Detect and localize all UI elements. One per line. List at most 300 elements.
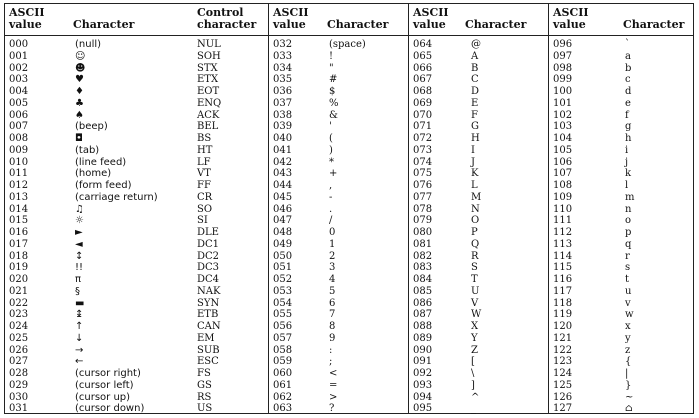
value-cell: 083 (413, 262, 433, 274)
character-cell: _ (471, 403, 476, 415)
value-cell: 072 (413, 133, 433, 144)
character-cell: 8 (329, 321, 336, 332)
character-cell: > (329, 391, 338, 403)
table-row (5, 345, 268, 357)
table-row (409, 274, 548, 286)
table-row (5, 356, 268, 368)
value-cell: 120 (553, 321, 573, 332)
table-row (409, 110, 548, 122)
value-cell: 018 (9, 250, 29, 262)
character-cell: i (625, 144, 629, 156)
character-cell: e (625, 97, 631, 109)
value-cell: 107 (553, 168, 573, 180)
table-row (409, 286, 548, 298)
value-cell: 087 (413, 309, 433, 321)
character-cell: ↨ (75, 309, 84, 321)
table-row (549, 286, 693, 298)
value-cell: 093 (413, 379, 433, 391)
table-row (409, 215, 548, 227)
value-cell: 055 (273, 309, 293, 321)
table-row (409, 262, 548, 274)
value-cell: 114 (553, 250, 573, 262)
table-row (5, 298, 268, 310)
character-cell: d (625, 86, 632, 97)
value-cell: 026 (9, 344, 29, 356)
character-cell: ~ (625, 391, 634, 403)
table-row (409, 168, 548, 180)
section-000-031 (5, 4, 269, 413)
character-cell: Q (471, 238, 480, 250)
table-row (549, 215, 693, 227)
value-cell: 077 (413, 191, 433, 203)
value-cell: 095 (413, 403, 433, 415)
value-cell: 042 (273, 156, 293, 168)
table-row (409, 86, 548, 98)
value-cell: 081 (413, 238, 433, 250)
value-cell: 113 (553, 238, 573, 250)
table-row (549, 262, 693, 274)
value-cell: 023 (9, 309, 29, 321)
control-cell: SOH (197, 50, 221, 62)
value-cell: 102 (553, 109, 573, 121)
value-cell: 111 (553, 215, 573, 227)
control-cell: DC2 (197, 250, 220, 262)
value-cell: 046 (273, 203, 293, 215)
value-cell: 117 (553, 285, 573, 297)
table-row (5, 192, 268, 204)
value-cell: 106 (553, 156, 573, 168)
character-cell: 0 (329, 227, 336, 238)
control-cell: ETX (197, 74, 219, 86)
table-row (269, 321, 408, 333)
value-cell: 034 (273, 62, 293, 74)
value-cell: 037 (273, 97, 293, 109)
character-cell: { (625, 356, 632, 368)
table-body (409, 39, 548, 415)
character-cell: (tab) (75, 144, 100, 156)
character-cell: 5 (329, 285, 336, 297)
table-body (549, 39, 693, 415)
table-row (409, 192, 548, 204)
character-cell: / (329, 215, 333, 227)
character-cell: !! (75, 262, 84, 274)
value-cell: 002 (9, 62, 29, 74)
character-cell: W (471, 309, 482, 321)
value-cell: 105 (553, 144, 573, 156)
header-ascii-value: ASCII value (553, 6, 589, 31)
value-cell: 071 (413, 121, 433, 133)
control-cell: GS (197, 379, 212, 391)
value-cell: 059 (273, 356, 293, 368)
table-row (549, 74, 693, 86)
table-row (549, 133, 693, 145)
table-row (5, 380, 268, 392)
table-row (5, 98, 268, 110)
table-header (5, 4, 268, 36)
header-ascii-value: ASCII value (413, 6, 449, 31)
table-row (269, 380, 408, 392)
value-cell: 121 (553, 332, 573, 344)
value-cell: 007 (9, 121, 29, 133)
value-cell: 003 (9, 74, 29, 86)
table-row (269, 145, 408, 157)
control-cell: HT (197, 144, 213, 156)
value-cell: 015 (9, 215, 29, 227)
value-cell: 049 (273, 238, 293, 250)
control-cell: BS (197, 133, 212, 144)
value-cell: 019 (9, 262, 29, 274)
table-row (409, 333, 548, 345)
table-row (5, 227, 268, 239)
character-cell: ♦ (75, 86, 84, 97)
table-row (269, 215, 408, 227)
character-cell: n (625, 203, 632, 215)
table-row (269, 157, 408, 169)
character-cell: ← (75, 356, 84, 368)
character-cell: ^ (471, 391, 480, 403)
table-row (269, 51, 408, 63)
table-row (5, 133, 268, 145)
table-row (549, 51, 693, 63)
value-cell: 101 (553, 97, 573, 109)
header-character: Character (327, 18, 389, 31)
table-row (269, 63, 408, 75)
character-cell: s (625, 262, 631, 274)
table-row (549, 251, 693, 263)
table-row (409, 239, 548, 251)
section-032-063 (269, 4, 409, 413)
character-cell: " (329, 62, 334, 74)
table-row (549, 345, 693, 357)
character-cell: k (625, 168, 632, 180)
character-cell: @ (471, 39, 481, 50)
control-cell: SUB (197, 344, 220, 356)
table-row (5, 321, 268, 333)
value-cell: 011 (9, 168, 29, 180)
table-row (549, 274, 693, 286)
character-cell: ► (75, 227, 83, 238)
character-cell: ] (471, 379, 475, 391)
table-row (5, 204, 268, 216)
character-cell: ( (329, 133, 333, 144)
value-cell: 043 (273, 168, 293, 180)
table-row (409, 356, 548, 368)
character-cell: p (625, 227, 632, 238)
character-cell: ) (329, 144, 333, 156)
value-cell: 094 (413, 391, 433, 403)
control-cell: LF (197, 156, 211, 168)
table-row (269, 368, 408, 380)
character-cell: | (625, 368, 629, 379)
character-cell: \ (471, 368, 475, 379)
table-header (549, 4, 693, 36)
value-cell: 097 (553, 50, 573, 62)
value-cell: 085 (413, 285, 433, 297)
value-cell: 004 (9, 86, 29, 97)
value-cell: 056 (273, 321, 293, 332)
character-cell: ↑ (75, 321, 84, 332)
character-cell: (beep) (75, 121, 108, 133)
table-row (549, 392, 693, 404)
header-control-character: Control character (197, 6, 257, 31)
table-row (269, 298, 408, 310)
character-cell: (cursor left) (75, 379, 134, 391)
value-cell: 001 (9, 50, 29, 62)
control-cell: CAN (197, 321, 221, 332)
table-row (549, 98, 693, 110)
table-body (5, 39, 268, 415)
character-cell: J (471, 156, 476, 168)
character-cell: → (75, 344, 84, 356)
value-cell: 024 (9, 321, 29, 332)
table-row (5, 286, 268, 298)
table-row (5, 157, 268, 169)
control-cell: STX (197, 62, 218, 74)
table-row (269, 403, 408, 415)
character-cell: ↓ (75, 332, 84, 344)
character-cell: ♫ (75, 203, 84, 215)
table-row (5, 39, 268, 51)
character-cell: u (625, 285, 632, 297)
table-row (409, 63, 548, 75)
table-row (409, 368, 548, 380)
value-cell: 067 (413, 74, 433, 86)
character-cell: D (471, 86, 480, 97)
character-cell: + (329, 168, 338, 180)
value-cell: 098 (553, 62, 573, 74)
control-cell: FS (197, 368, 211, 379)
character-cell: (carriage return) (75, 191, 158, 203)
control-cell: EOT (197, 86, 220, 97)
character-cell: g (625, 121, 632, 133)
table-row (5, 145, 268, 157)
character-cell: U (471, 285, 480, 297)
character-cell: (home) (75, 168, 112, 180)
value-cell: 006 (9, 109, 29, 121)
value-cell: 108 (553, 180, 573, 191)
character-cell: , (329, 180, 333, 191)
table-row (5, 180, 268, 192)
value-cell: 068 (413, 86, 433, 97)
value-cell: 033 (273, 50, 293, 62)
value-cell: 109 (553, 191, 573, 203)
value-cell: 027 (9, 356, 29, 368)
control-cell: FF (197, 180, 211, 191)
value-cell: 017 (9, 238, 29, 250)
character-cell: 9 (329, 332, 336, 344)
character-cell: w (625, 309, 634, 321)
value-cell: 060 (273, 368, 293, 379)
control-cell: DC4 (197, 274, 220, 285)
value-cell: 036 (273, 86, 293, 97)
table-row (5, 168, 268, 180)
table-row (409, 380, 548, 392)
value-cell: 124 (553, 368, 573, 379)
value-cell: 000 (9, 39, 29, 50)
character-cell: < (329, 368, 338, 379)
value-cell: 028 (9, 368, 29, 379)
value-cell: 127 (553, 403, 573, 415)
character-cell: $ (329, 86, 336, 97)
table-row (549, 145, 693, 157)
table-row (5, 309, 268, 321)
control-cell: SI (197, 215, 208, 227)
table-header (269, 4, 408, 36)
character-cell: b (625, 62, 632, 74)
value-cell: 054 (273, 297, 293, 309)
control-cell: VT (197, 168, 211, 180)
table-row (269, 333, 408, 345)
table-row (409, 204, 548, 216)
character-cell: ↕ (75, 250, 84, 262)
table-row (269, 309, 408, 321)
value-cell: 057 (273, 332, 293, 344)
value-cell: 064 (413, 39, 433, 50)
table-row (549, 121, 693, 133)
character-cell: L (471, 180, 478, 191)
control-cell: SYN (197, 297, 220, 309)
character-cell: r (625, 250, 630, 262)
character-cell: & (329, 109, 338, 121)
character-cell: Z (471, 344, 478, 356)
value-cell: 119 (553, 309, 573, 321)
control-cell: BEL (197, 121, 219, 133)
character-cell: ☼ (75, 215, 84, 227)
value-cell: 073 (413, 144, 433, 156)
control-cell: ESC (197, 356, 219, 368)
table-row (549, 110, 693, 122)
character-cell: (cursor down) (75, 403, 145, 415)
value-cell: 076 (413, 180, 433, 191)
table-row (549, 204, 693, 216)
character-cell: x (625, 321, 631, 332)
value-cell: 066 (413, 62, 433, 74)
character-cell: ; (329, 356, 333, 368)
character-cell: (line feed) (75, 156, 127, 168)
table-row (409, 157, 548, 169)
control-cell: DC1 (197, 238, 220, 250)
value-cell: 065 (413, 50, 433, 62)
value-cell: 080 (413, 227, 433, 238)
table-row (409, 121, 548, 133)
character-cell: B (471, 62, 479, 74)
character-cell: l (625, 180, 629, 191)
table-row (5, 251, 268, 263)
value-cell: 070 (413, 109, 433, 121)
value-cell: 126 (553, 391, 573, 403)
character-cell: [ (471, 356, 475, 368)
table-row (269, 168, 408, 180)
value-cell: 100 (553, 86, 573, 97)
character-cell: y (625, 332, 631, 344)
value-cell: 029 (9, 379, 29, 391)
character-cell: c (625, 74, 631, 86)
table-row (5, 51, 268, 63)
character-cell: * (329, 156, 334, 168)
character-cell: } (625, 379, 632, 391)
character-cell: m (625, 191, 635, 203)
value-cell: 047 (273, 215, 293, 227)
control-cell: DC3 (197, 262, 220, 274)
control-cell: EM (197, 332, 215, 344)
table-row (409, 403, 548, 415)
table-row (269, 86, 408, 98)
table-row (269, 39, 408, 51)
character-cell: ♥ (75, 74, 84, 86)
table-row (549, 63, 693, 75)
value-cell: 009 (9, 144, 29, 156)
table-row (549, 239, 693, 251)
table-row (5, 333, 268, 345)
character-cell: (space) (329, 39, 366, 50)
header-character: Character (623, 18, 685, 31)
table-row (5, 392, 268, 404)
character-cell: ☻ (75, 62, 86, 74)
value-cell: 038 (273, 109, 293, 121)
control-cell: ENQ (197, 97, 222, 109)
character-cell: V (471, 297, 479, 309)
table-row (409, 227, 548, 239)
table-row (5, 274, 268, 286)
value-cell: 032 (273, 39, 293, 50)
table-row (5, 63, 268, 75)
character-cell: O (471, 215, 480, 227)
character-cell: C (471, 74, 479, 86)
value-cell: 118 (553, 297, 573, 309)
table-row (5, 74, 268, 86)
character-cell: o (625, 215, 632, 227)
character-cell: ` (625, 39, 630, 50)
value-cell: 040 (273, 133, 293, 144)
table-body (269, 39, 408, 415)
table-row (269, 110, 408, 122)
value-cell: 041 (273, 144, 293, 156)
character-cell: S (471, 262, 478, 274)
character-cell: . (329, 203, 333, 215)
section-064-095 (409, 4, 549, 413)
table-row (269, 274, 408, 286)
table-row (549, 333, 693, 345)
value-cell: 051 (273, 262, 293, 274)
character-cell: G (471, 121, 479, 133)
table-row (5, 239, 268, 251)
table-row (409, 74, 548, 86)
value-cell: 074 (413, 156, 433, 168)
character-cell: a (625, 50, 631, 62)
table-row (549, 309, 693, 321)
value-cell: 103 (553, 121, 573, 133)
value-cell: 014 (9, 203, 29, 215)
value-cell: 096 (553, 39, 573, 50)
table-row (5, 368, 268, 380)
character-cell: 6 (329, 297, 336, 309)
value-cell: 039 (273, 121, 293, 133)
character-cell: v (625, 297, 631, 309)
value-cell: 082 (413, 250, 433, 262)
table-row (269, 239, 408, 251)
control-cell: RS (197, 391, 212, 403)
table-row (549, 321, 693, 333)
table-row (409, 309, 548, 321)
character-cell: P (471, 227, 478, 238)
table-row (409, 392, 548, 404)
character-cell: F (471, 109, 478, 121)
character-cell: 7 (329, 309, 336, 321)
character-cell: (cursor right) (75, 368, 141, 379)
character-cell: ! (329, 50, 334, 62)
table-row (549, 168, 693, 180)
table-row (5, 262, 268, 274)
